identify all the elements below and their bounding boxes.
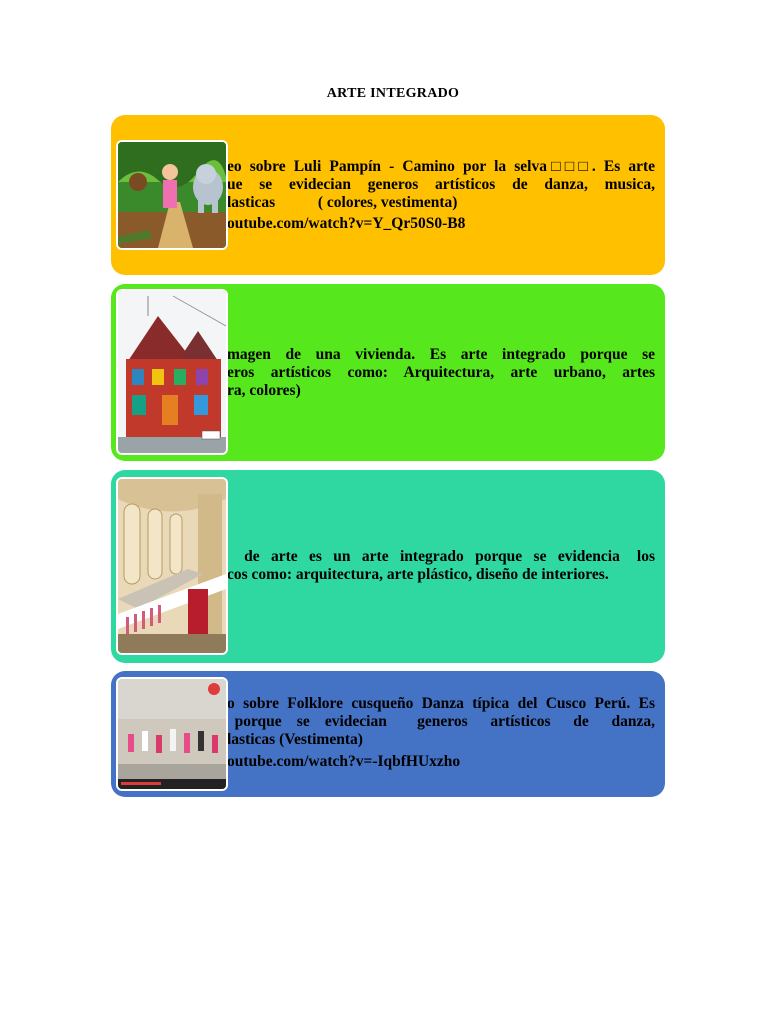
card-text-line: eros artísticos como: Arquitectura, arte urbano, artes [227, 364, 655, 381]
card-luli-pampin [111, 115, 665, 275]
card-text-line: porque se evidecian generos artísticos de danza, [227, 713, 655, 730]
card-text-line: lasticas (Vestimenta) [227, 731, 363, 748]
card-text [227, 695, 655, 771]
house-photo-image [116, 289, 228, 455]
card-text-line: magen de una vivienda. Es arte integrado porque se [227, 346, 655, 363]
card-text-line: ue se evidecian generos artísticos de danza, musica, [227, 176, 655, 193]
card-text [227, 158, 655, 233]
video-thumbnail-image [116, 677, 228, 791]
card-text [227, 548, 655, 584]
card-folklore [111, 671, 665, 797]
video-link[interactable]: outube.com/watch?v=Y_Qr50S0-B8 [227, 215, 466, 232]
card-text [227, 346, 655, 400]
card-text-line: cos como: arquitectura, arte plástico, diseño de interiores. [227, 566, 609, 583]
card-text-line: de arte es un arte integrado porque se evidencia los [227, 548, 655, 565]
card-text-line: o sobre Folklore cusqueño Danza típica del Cusco Perú. Es [227, 695, 655, 712]
video-thumbnail-image [116, 140, 228, 250]
palace-photo-image [116, 477, 228, 655]
page-title: ARTE INTEGRADO [326, 86, 460, 101]
video-link[interactable]: outube.com/watch?v=-IqbfHUxzho [227, 753, 461, 770]
card-text-line: ra, colores) [227, 382, 301, 399]
card-vivienda [111, 284, 665, 461]
card-text-line: eo sobre Luli Pampín - Camino por la selva□□□. Es arte [227, 158, 655, 175]
card-text-line: lasticas ( colores, vestimenta) [227, 194, 458, 211]
card-interiores [111, 470, 665, 663]
